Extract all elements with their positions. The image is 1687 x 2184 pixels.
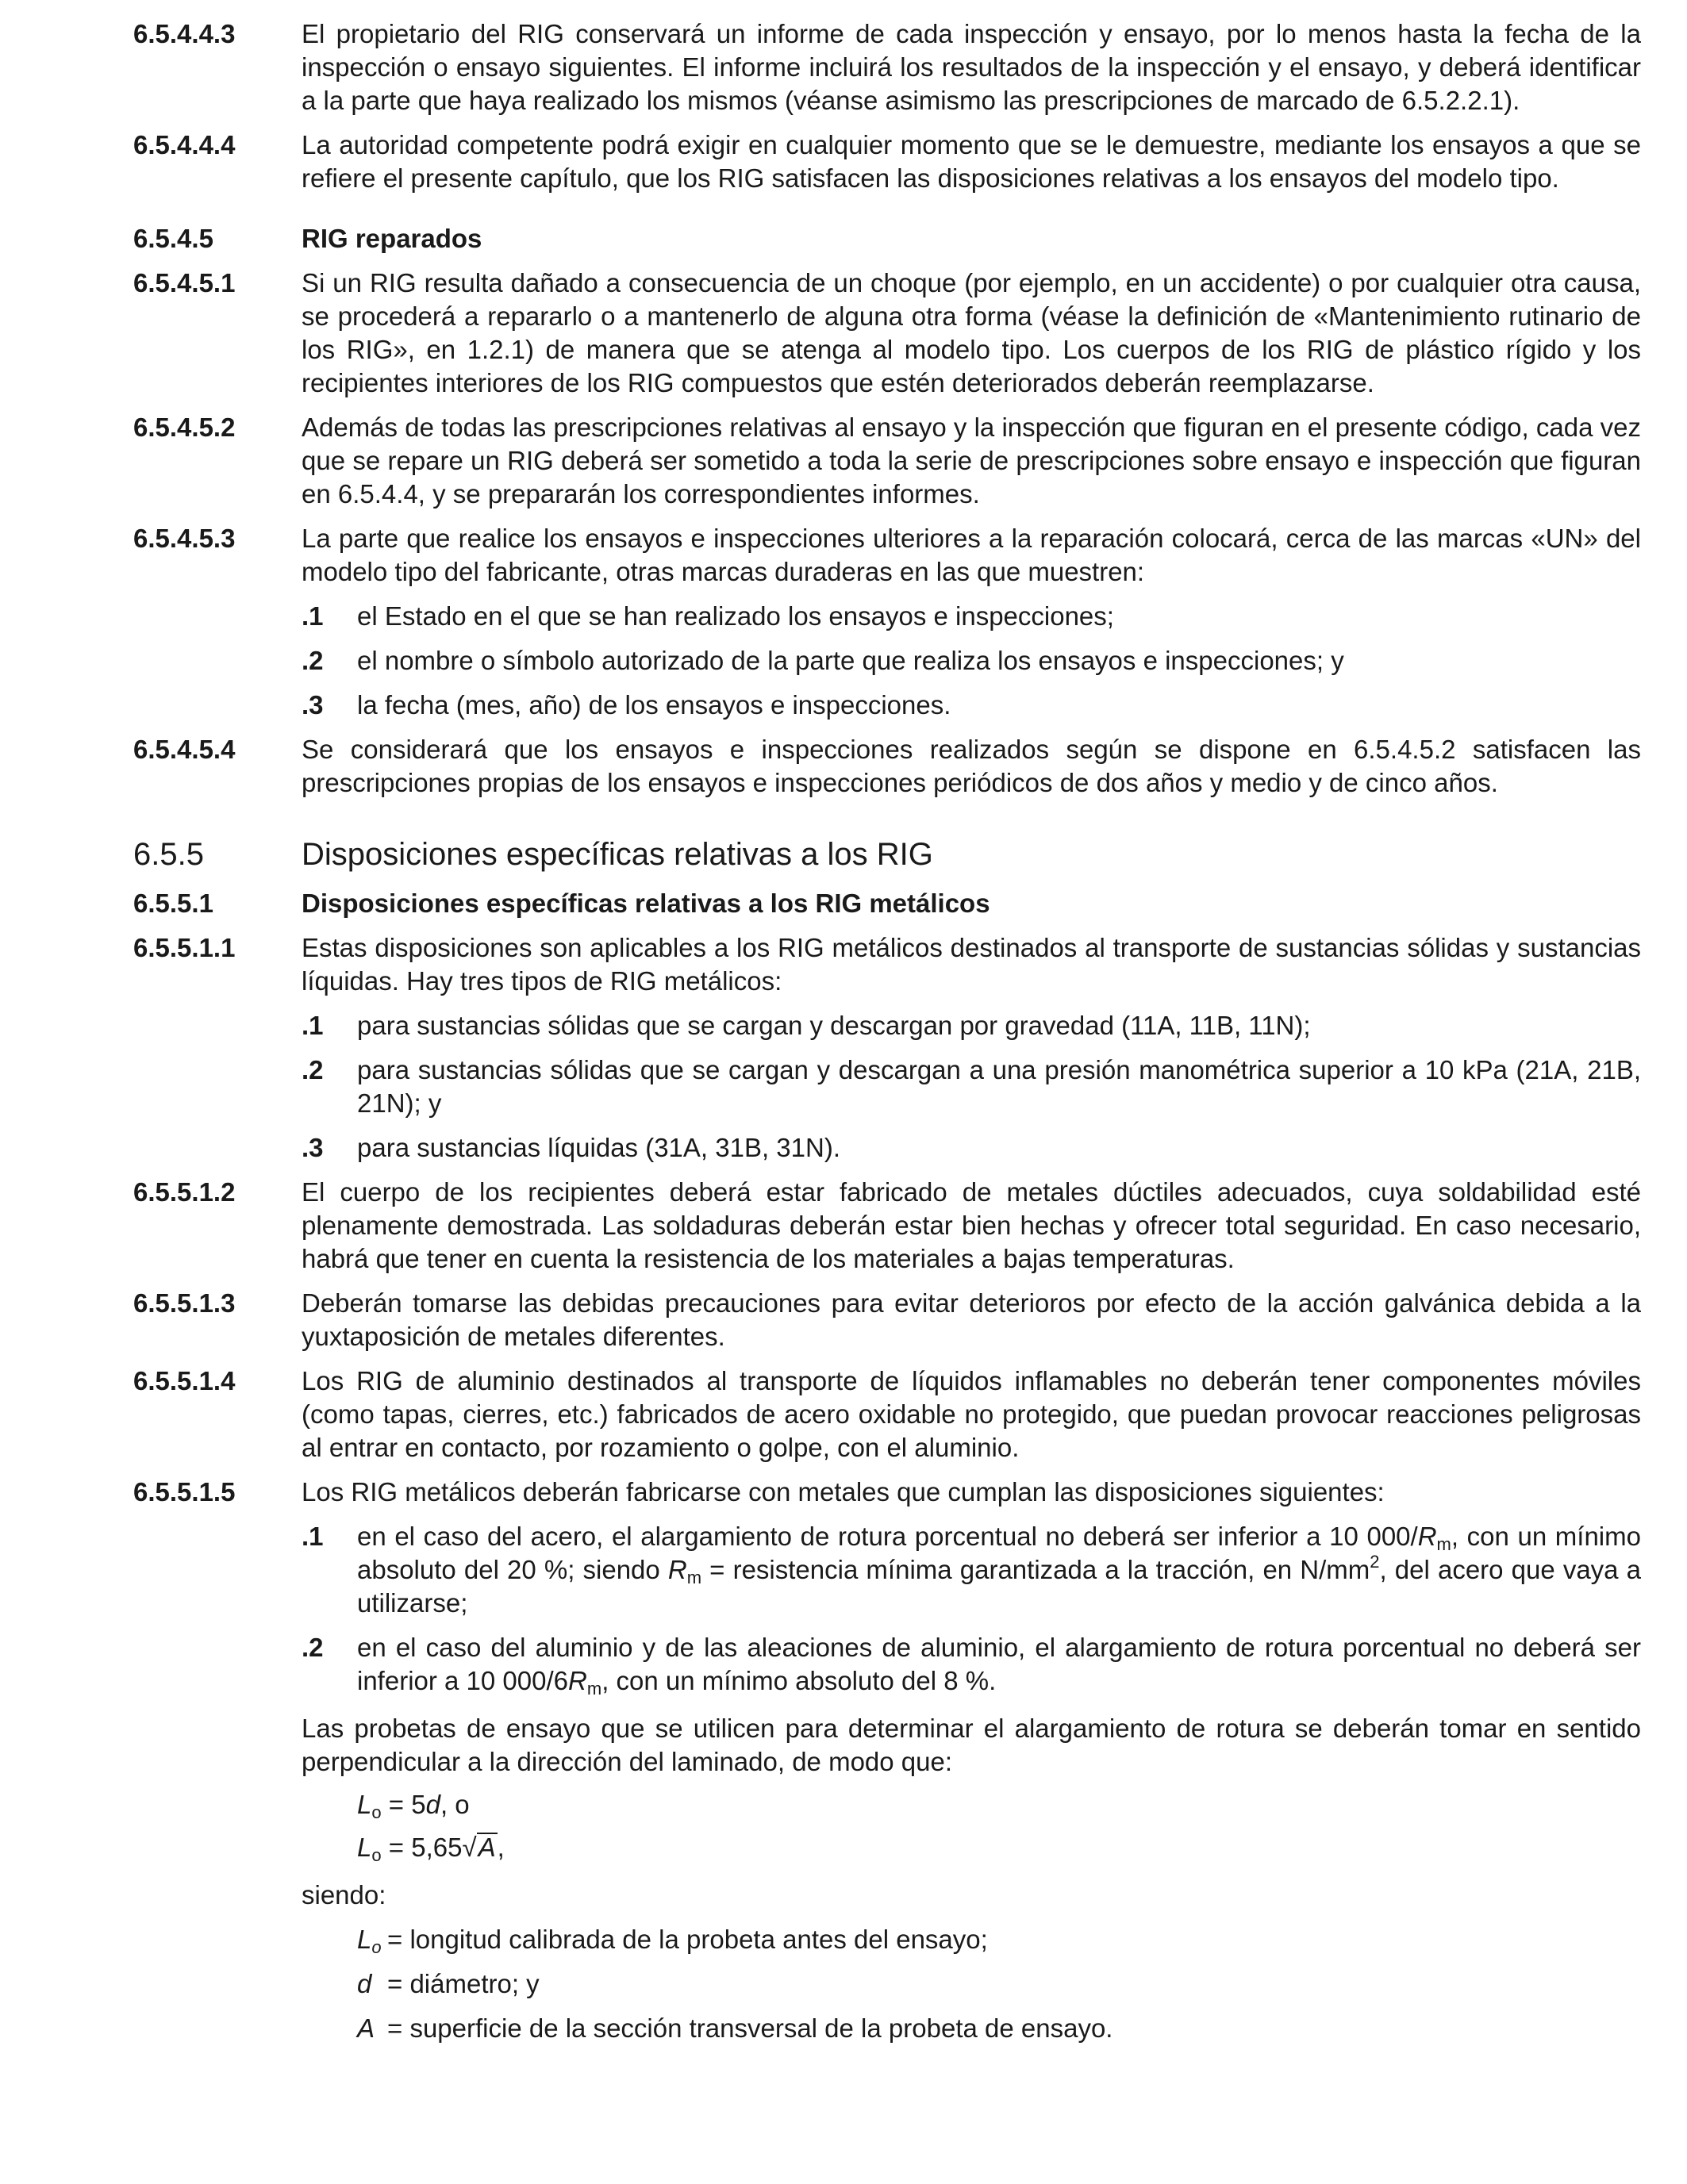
siendo-label: siendo: xyxy=(302,1880,386,1910)
definition-row xyxy=(357,1967,1641,2001)
definition-text: = diámetro; y xyxy=(387,1969,540,1998)
list-marker: .2 xyxy=(302,646,324,675)
sqrt-radicand xyxy=(477,1833,498,1861)
definition-row xyxy=(357,1923,1641,1956)
document-page xyxy=(133,17,1641,2056)
clause-text: Si un RIG resulta dañado a consecuencia de un choque (por ejemplo, en un accidente) o por cualquier otra causa, se procederá a repararlo o a mantenerlo de alguna otra forma (véase la definición de «Mantenimiento rutinario de los RIG», en 1.2.1) de manera que se atenga al modelo tipo. Los cuerpos de los RIG de plástico rígido y los recipientes interiores de los RIG compuestos que estén deteriorados deberán reemplazarse. xyxy=(302,268,1641,397)
list-marker: .2 xyxy=(302,1055,324,1084)
list-marker: .3 xyxy=(302,1133,324,1162)
lo-symbol: L xyxy=(357,1833,372,1862)
list-text: para sustancias líquidas (31A, 31B, 31N). xyxy=(357,1133,841,1162)
clause-6-5-4-4-3 xyxy=(133,17,1641,117)
list-text xyxy=(357,1520,1641,1620)
heading-6-5-4-5 xyxy=(133,222,1641,255)
rm-symbol: R xyxy=(1417,1522,1437,1551)
definition-symbol xyxy=(357,1923,387,1956)
clause-text: Los RIG de aluminio destinados al transporte de líquidos inflamables no deberán tener componentes móviles (como tapas, cierres, etc.) fabricados de acero oxidable no protegido, que puedan provocar reacciones peligrosas al entrar en contacto, por rozamiento o golpe, con el aluminio. xyxy=(302,1366,1641,1462)
clause-6-5-5-1-3 xyxy=(133,1287,1641,1353)
text-run: , del acero que vaya a utilizarse; xyxy=(357,1555,1642,1618)
symbol-subscript: o xyxy=(371,1937,382,1957)
section-number: 6.5.5 xyxy=(133,837,204,872)
clause-text: La autoridad competente podrá exigir en cualquier momento que se le demuestre, mediante los ensayos a que se refiere el presente capítulo, que los RIG satisfacen las disposiciones relativas a los ensayos del modelo tipo. xyxy=(302,130,1641,193)
heading-6-5-5-1 xyxy=(133,887,1641,920)
sqrt-sign: √ xyxy=(462,1833,477,1862)
clause-6-5-5-1-4 xyxy=(133,1365,1641,1464)
clause-number: 6.5.4.5.4 xyxy=(133,735,236,764)
list-item xyxy=(302,600,1641,633)
heading-number: 6.5.4.5 xyxy=(133,224,213,253)
list-marker: .1 xyxy=(302,1522,324,1551)
d-symbol: d xyxy=(425,1790,440,1819)
clause-6-5-5-1-5 xyxy=(133,1476,1641,2045)
clause-number: 6.5.4.4.4 xyxy=(133,130,236,159)
formula-text: = 5,65 xyxy=(381,1833,463,1862)
clause-6-5-4-4-4 xyxy=(133,129,1641,195)
formula-lo-sqrt-a xyxy=(357,1831,1641,1864)
clause-number: 6.5.4.5.2 xyxy=(133,413,236,442)
clause-text: Estas disposiciones son aplicables a los RIG metálicos destinados al transporte de sustancias sólidas y sustancias líquidas. Hay tres tipos de RIG metálicos: xyxy=(302,933,1641,996)
section-heading-6-5-5 xyxy=(133,835,1641,874)
formula-text: , xyxy=(497,1833,505,1862)
clause-text: Se considerará que los ensayos e inspecciones realizados según se dispone en 6.5.4.5.2 satisfacen las prescripciones propias de los ensayos e inspecciones periódicos de dos años y medio y de cinco años. xyxy=(302,735,1641,797)
formula-lo-5d xyxy=(357,1788,1641,1821)
clause-6-5-4-5-2 xyxy=(133,411,1641,511)
clause-number: 6.5.4.5.1 xyxy=(133,268,236,297)
list-item xyxy=(302,1631,1641,1698)
a-symbol: A xyxy=(478,1833,496,1862)
lo-subscript: o xyxy=(371,1845,382,1865)
text-run: en el caso del aluminio y de las aleaciones de aluminio, el alargamiento de rotura porcentual no deberá ser inferior a 10 000/6 xyxy=(357,1633,1641,1695)
unit-superscript: 2 xyxy=(1370,1552,1380,1572)
heading-title: Disposiciones específicas relativas a los RIG metálicos xyxy=(302,889,990,918)
rm-symbol: R xyxy=(568,1666,587,1695)
rm-subscript: m xyxy=(686,1568,702,1587)
clause-number: 6.5.5.1.2 xyxy=(133,1177,236,1207)
list-item xyxy=(302,1009,1641,1042)
clause-number: 6.5.4.4.3 xyxy=(133,19,236,48)
heading-title: RIG reparados xyxy=(302,224,482,253)
text-run: = resistencia mínima garantizada a la tracción, en N/mm xyxy=(701,1555,1370,1584)
definition-text: = superficie de la sección transversal de la probeta de ensayo. xyxy=(387,2013,1113,2043)
clause-text: Además de todas las prescripciones relativas al ensayo y la inspección que figuran en el presente código, cada vez que se repare un RIG deberá ser sometido a toda la serie de prescripciones sobre ensayo e inspección que figuran en 6.5.4.4, y se prepararán los correspondientes informes. xyxy=(302,413,1641,509)
clause-6-5-5-1-2 xyxy=(133,1176,1641,1276)
rm-symbol: R xyxy=(667,1555,687,1584)
clause-number: 6.5.5.1.5 xyxy=(133,1477,236,1507)
clause-6-5-5-1-1 xyxy=(133,931,1641,1165)
text-run: , con un mínimo absoluto del 8 %. xyxy=(601,1666,997,1695)
list-item xyxy=(302,644,1641,677)
list-item xyxy=(302,1054,1641,1120)
clause-body xyxy=(302,522,1641,722)
clause-number: 6.5.4.5.3 xyxy=(133,524,236,553)
clause-body xyxy=(302,1476,1641,2045)
definition-symbol xyxy=(357,1967,387,2001)
list-item xyxy=(302,1520,1641,1620)
clause-number: 6.5.5.1.1 xyxy=(133,933,236,962)
text-run: en el caso del acero, el alargamiento de rotura porcentual no deberá ser inferior a 10 000/ xyxy=(357,1522,1418,1551)
list-marker: .1 xyxy=(302,1011,324,1040)
rm-subscript: m xyxy=(586,1679,602,1698)
list-text: el nombre o símbolo autorizado de la parte que realiza los ensayos e inspecciones; y xyxy=(357,646,1344,675)
list-text: la fecha (mes, año) de los ensayos e inspecciones. xyxy=(357,690,951,720)
symbol-letter: L xyxy=(357,1925,372,1954)
clause-6-5-4-5-3 xyxy=(133,522,1641,722)
heading-number: 6.5.5.1 xyxy=(133,889,213,918)
clause-body xyxy=(302,931,1641,1165)
lo-symbol: L xyxy=(357,1790,372,1819)
clause-text: El cuerpo de los recipientes deberá estar fabricado de metales dúctiles adecuados, cuya soldabilidad esté plenamente demostrada. Las soldaduras deberán estar bien hechas y ofrecer total seguridad. En caso necesario, habrá que tener en cuenta la resistencia de los materiales a bajas temperaturas. xyxy=(302,1177,1641,1273)
list-text xyxy=(357,1631,1641,1698)
clause-text: El propietario del RIG conservará un informe de cada inspección y ensayo, por lo menos hasta la fecha de la inspección o ensayo siguientes. El informe incluirá los resultados de la inspección y el ensayo, y deberá identificar a la parte que haya realizado los mismos (véanse asimismo las prescripciones de marcado de 6.5.2.2.1). xyxy=(302,19,1641,115)
list-marker: .1 xyxy=(302,601,324,631)
list-text: el Estado en el que se han realizado los ensayos e inspecciones; xyxy=(357,601,1114,631)
text-run: , con un mínimo absoluto del 20 %; siendo xyxy=(357,1522,1641,1584)
list-marker: .3 xyxy=(302,690,324,720)
rm-subscript: m xyxy=(1436,1534,1451,1554)
paragraph: Las probetas de ensayo que se utilicen para determinar el alargamiento de rotura se deberán tomar en sentido perpendicular a la dirección del laminado, de modo que: xyxy=(302,1714,1641,1776)
list-marker: .2 xyxy=(302,1633,324,1662)
formula-text: = 5 xyxy=(381,1790,426,1819)
clause-6-5-4-5-1 xyxy=(133,267,1641,400)
section-title: Disposiciones específicas relativas a los RIG xyxy=(302,837,933,872)
list-text: para sustancias sólidas que se cargan y descargan por gravedad (11A, 11B, 11N); xyxy=(357,1011,1311,1040)
clause-6-5-4-5-4 xyxy=(133,733,1641,800)
clause-text: Deberán tomarse las debidas precauciones para evitar deterioros por efecto de la acción galvánica debida a la yuxtaposición de metales diferentes. xyxy=(302,1288,1641,1351)
clause-text: Los RIG metálicos deberán fabricarse con metales que cumplan las disposiciones siguientes: xyxy=(302,1477,1385,1507)
symbol-letter: d xyxy=(357,1969,372,1998)
definition-row xyxy=(357,2012,1641,2045)
list-item xyxy=(302,1131,1641,1165)
definition-symbol xyxy=(357,2012,387,2045)
clause-number: 6.5.5.1.4 xyxy=(133,1366,236,1395)
symbol-letter: A xyxy=(357,2013,375,2043)
clause-text: La parte que realice los ensayos e inspecciones ulteriores a la reparación colocará, cerca de las marcas «UN» del modelo tipo del fabricante, otras marcas duraderas en las que muestren: xyxy=(302,524,1641,586)
list-item xyxy=(302,689,1641,722)
formula-text: , o xyxy=(440,1790,470,1819)
definition-text: = longitud calibrada de la probeta antes del ensayo; xyxy=(387,1925,988,1954)
lo-subscript: o xyxy=(371,1802,382,1822)
list-text: para sustancias sólidas que se cargan y descargan a una presión manométrica superior a 10 kPa (21A, 21B, 21N); y xyxy=(357,1055,1641,1118)
clause-number: 6.5.5.1.3 xyxy=(133,1288,236,1318)
